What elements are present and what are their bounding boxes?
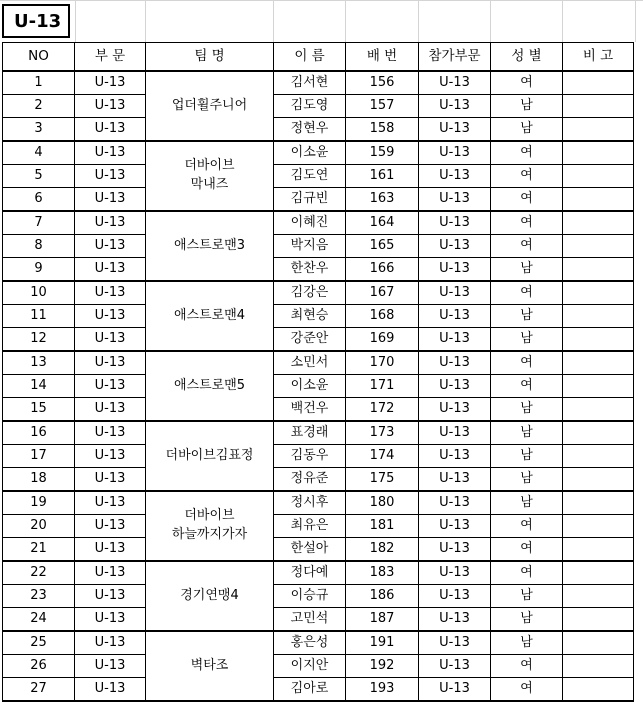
cell-name[interactable]: 최유은 (274, 515, 346, 538)
cell-bib[interactable]: 158 (346, 118, 419, 142)
cell-team[interactable] (146, 351, 274, 421)
cell-name[interactable]: 이승규 (274, 585, 346, 608)
cell-remarks[interactable] (563, 235, 634, 258)
table-row (3, 631, 634, 655)
cell-bib[interactable]: 191 (346, 631, 419, 655)
cell-name[interactable]: 정다예 (274, 561, 346, 585)
team-name-line: 더바이브 (184, 158, 235, 174)
cell-name[interactable]: 정현우 (274, 118, 346, 142)
cell-no[interactable]: 27 (3, 678, 75, 702)
cell-name[interactable]: 강준안 (274, 328, 346, 352)
cell-division[interactable]: U-13 (75, 258, 146, 282)
cell-name[interactable]: 정유준 (274, 468, 346, 492)
cell-no[interactable]: 12 (3, 328, 75, 352)
table-row (3, 608, 634, 632)
cell-entry-division[interactable]: U-13 (419, 468, 491, 492)
cell-gender[interactable]: 여 (491, 71, 563, 95)
cell-name[interactable]: 이소윤 (274, 141, 346, 165)
cell-no[interactable]: 7 (3, 211, 75, 235)
cell-gender[interactable]: 여 (491, 211, 563, 235)
cell-no[interactable]: 20 (3, 515, 75, 538)
cell-bib[interactable]: 182 (346, 538, 419, 562)
cell-entry-division[interactable]: U-13 (419, 235, 491, 258)
cell-gender[interactable]: 남 (491, 398, 563, 422)
cell-division[interactable]: U-13 (75, 188, 146, 212)
cell-gender[interactable]: 남 (491, 258, 563, 282)
cell-remarks[interactable] (563, 95, 634, 118)
table-row (3, 165, 634, 188)
cell-entry-division[interactable]: U-13 (419, 305, 491, 328)
cell-entry-division[interactable]: U-13 (419, 398, 491, 422)
team-name-line: 애스트로맨5 (173, 377, 246, 393)
table-row (3, 515, 634, 538)
cell-team[interactable] (146, 491, 274, 561)
table-row (3, 398, 634, 422)
cell-gender[interactable]: 남 (491, 608, 563, 632)
cell-gender[interactable]: 여 (491, 561, 563, 585)
cell-name[interactable]: 박지음 (274, 235, 346, 258)
cell-remarks[interactable] (563, 445, 634, 468)
cell-no[interactable]: 1 (3, 71, 75, 95)
table-row (3, 421, 634, 445)
header-row (3, 43, 634, 72)
cell-name[interactable]: 김강은 (274, 281, 346, 305)
cell-name[interactable]: 정시후 (274, 491, 346, 515)
cell-name[interactable]: 백건우 (274, 398, 346, 422)
cell-name[interactable]: 김규빈 (274, 188, 346, 212)
cell-bib[interactable]: 157 (346, 95, 419, 118)
cell-gender[interactable]: 남 (491, 328, 563, 352)
table-row (3, 95, 634, 118)
cell-remarks[interactable] (563, 281, 634, 305)
gridline (562, 0, 563, 42)
table-row (3, 71, 634, 95)
cell-no[interactable]: 26 (3, 655, 75, 678)
cell-no[interactable]: 10 (3, 281, 75, 305)
cell-remarks[interactable] (563, 421, 634, 445)
cell-division[interactable]: U-13 (75, 631, 146, 655)
cell-no[interactable]: 19 (3, 491, 75, 515)
sheet-title: U-13 (14, 10, 62, 32)
cell-bib[interactable]: 166 (346, 258, 419, 282)
cell-division[interactable]: U-13 (75, 538, 146, 562)
gridline (145, 0, 146, 42)
cell-bib[interactable]: 171 (346, 375, 419, 398)
cell-division[interactable]: U-13 (75, 421, 146, 445)
table-row (3, 258, 634, 282)
cell-entry-division[interactable]: U-13 (419, 561, 491, 585)
cell-division[interactable]: U-13 (75, 141, 146, 165)
cell-division[interactable]: U-13 (75, 305, 146, 328)
cell-entry-division[interactable]: U-13 (419, 655, 491, 678)
cell-entry-division[interactable]: U-13 (419, 141, 491, 165)
cell-bib[interactable]: 192 (346, 655, 419, 678)
cell-remarks[interactable] (563, 71, 634, 95)
cell-team[interactable] (146, 211, 274, 281)
cell-no[interactable]: 24 (3, 608, 75, 632)
table-row (3, 328, 634, 352)
cell-name[interactable]: 최현승 (274, 305, 346, 328)
cell-division[interactable]: U-13 (75, 95, 146, 118)
header-team[interactable]: 팀 명 (146, 43, 274, 72)
cell-division[interactable]: U-13 (75, 118, 146, 142)
cell-remarks[interactable] (563, 328, 634, 352)
cell-gender[interactable]: 여 (491, 281, 563, 305)
cell-name[interactable]: 고민석 (274, 608, 346, 632)
cell-gender[interactable]: 여 (491, 538, 563, 562)
cell-team[interactable] (146, 71, 274, 141)
table-row (3, 445, 634, 468)
cell-entry-division[interactable]: U-13 (419, 678, 491, 702)
cell-team[interactable] (146, 421, 274, 491)
table-row (3, 118, 634, 142)
cell-no[interactable]: 15 (3, 398, 75, 422)
cell-name[interactable]: 한설아 (274, 538, 346, 562)
cell-bib[interactable]: 173 (346, 421, 419, 445)
cell-team[interactable] (146, 141, 274, 211)
cell-entry-division[interactable]: U-13 (419, 351, 491, 375)
table-row (3, 211, 634, 235)
cell-entry-division[interactable]: U-13 (419, 258, 491, 282)
header-no[interactable]: NO (3, 43, 75, 72)
cell-remarks[interactable] (563, 165, 634, 188)
table-row (3, 585, 634, 608)
cell-bib[interactable]: 168 (346, 305, 419, 328)
cell-gender[interactable]: 여 (491, 235, 563, 258)
cell-entry-division[interactable]: U-13 (419, 165, 491, 188)
cell-no[interactable]: 4 (3, 141, 75, 165)
cell-no[interactable]: 3 (3, 118, 75, 142)
cell-remarks[interactable] (563, 351, 634, 375)
cell-entry-division[interactable]: U-13 (419, 515, 491, 538)
cell-entry-division[interactable]: U-13 (419, 328, 491, 352)
cell-remarks[interactable] (563, 538, 634, 562)
cell-entry-division[interactable]: U-13 (419, 585, 491, 608)
cell-no[interactable]: 17 (3, 445, 75, 468)
cell-name[interactable]: 김서현 (274, 71, 346, 95)
header-remarks[interactable]: 비 고 (563, 43, 634, 72)
team-name-line: 애스트로맨3 (173, 237, 246, 253)
cell-bib[interactable]: 159 (346, 141, 419, 165)
cell-remarks[interactable] (563, 561, 634, 585)
cell-entry-division[interactable]: U-13 (419, 631, 491, 655)
cell-bib[interactable]: 167 (346, 281, 419, 305)
cell-name[interactable]: 표경래 (274, 421, 346, 445)
cell-gender[interactable]: 여 (491, 141, 563, 165)
table-row (3, 468, 634, 492)
cell-team[interactable] (146, 631, 274, 701)
cell-remarks[interactable] (563, 258, 634, 282)
team-name-line: 경기연맹4 (180, 587, 239, 603)
cell-division[interactable]: U-13 (75, 561, 146, 585)
cell-division[interactable]: U-13 (75, 678, 146, 702)
cell-no[interactable]: 22 (3, 561, 75, 585)
table-row (3, 678, 634, 702)
cell-gender[interactable]: 여 (491, 678, 563, 702)
cell-no[interactable]: 9 (3, 258, 75, 282)
cell-remarks[interactable] (563, 585, 634, 608)
cell-name[interactable]: 김동우 (274, 445, 346, 468)
cell-bib[interactable]: 186 (346, 585, 419, 608)
cell-entry-division[interactable]: U-13 (419, 421, 491, 445)
cell-remarks[interactable] (563, 678, 634, 702)
cell-gender[interactable]: 남 (491, 118, 563, 142)
cell-name[interactable]: 김도연 (274, 165, 346, 188)
cell-bib[interactable]: 163 (346, 188, 419, 212)
cell-division[interactable]: U-13 (75, 445, 146, 468)
cell-remarks[interactable] (563, 398, 634, 422)
cell-gender[interactable]: 남 (491, 95, 563, 118)
cell-division[interactable]: U-13 (75, 165, 146, 188)
cell-no[interactable]: 14 (3, 375, 75, 398)
sheet-title-cell[interactable] (2, 4, 70, 38)
cell-remarks[interactable] (563, 515, 634, 538)
table-row (3, 375, 634, 398)
header-bib[interactable]: 배 번 (346, 43, 419, 72)
cell-bib[interactable]: 169 (346, 328, 419, 352)
gridline (345, 0, 346, 42)
cell-name[interactable]: 홍은성 (274, 631, 346, 655)
cell-gender[interactable]: 남 (491, 305, 563, 328)
gridline (490, 0, 491, 42)
table-row (3, 351, 634, 375)
cell-team[interactable] (146, 281, 274, 351)
cell-no[interactable]: 18 (3, 468, 75, 492)
cell-entry-division[interactable]: U-13 (419, 608, 491, 632)
team-name-line: 막내즈 (190, 177, 229, 192)
table-row (3, 561, 634, 585)
cell-bib[interactable]: 156 (346, 71, 419, 95)
cell-no[interactable]: 2 (3, 95, 75, 118)
cell-bib[interactable]: 172 (346, 398, 419, 422)
cell-name[interactable]: 이지안 (274, 655, 346, 678)
cell-gender[interactable]: 남 (491, 631, 563, 655)
header-name[interactable]: 이 름 (274, 43, 346, 72)
cell-entry-division[interactable]: U-13 (419, 538, 491, 562)
cell-bib[interactable]: 187 (346, 608, 419, 632)
cell-gender[interactable]: 여 (491, 375, 563, 398)
cell-name[interactable]: 이혜진 (274, 211, 346, 235)
cell-division[interactable]: U-13 (75, 351, 146, 375)
cell-no[interactable]: 21 (3, 538, 75, 562)
table-row (3, 141, 634, 165)
cell-remarks[interactable] (563, 655, 634, 678)
cell-bib[interactable]: 165 (346, 235, 419, 258)
cell-gender[interactable]: 여 (491, 515, 563, 538)
cell-division[interactable]: U-13 (75, 608, 146, 632)
cell-name[interactable]: 김아로 (274, 678, 346, 702)
cell-remarks[interactable] (563, 141, 634, 165)
cell-entry-division[interactable]: U-13 (419, 281, 491, 305)
cell-gender[interactable]: 남 (491, 468, 563, 492)
cell-entry-division[interactable]: U-13 (419, 188, 491, 212)
cell-no[interactable]: 23 (3, 585, 75, 608)
cell-bib[interactable]: 180 (346, 491, 419, 515)
cell-division[interactable]: U-13 (75, 398, 146, 422)
cell-division[interactable]: U-13 (75, 655, 146, 678)
cell-division[interactable]: U-13 (75, 468, 146, 492)
table-row (3, 188, 634, 212)
cell-remarks[interactable] (563, 468, 634, 492)
cell-division[interactable]: U-13 (75, 491, 146, 515)
cell-division[interactable]: U-13 (75, 71, 146, 95)
cell-remarks[interactable] (563, 608, 634, 632)
cell-division[interactable]: U-13 (75, 515, 146, 538)
cell-entry-division[interactable]: U-13 (419, 95, 491, 118)
team-name-line: 더바이브김표정 (165, 447, 254, 463)
cell-division[interactable]: U-13 (75, 235, 146, 258)
cell-entry-division[interactable]: U-13 (419, 491, 491, 515)
cell-no[interactable]: 5 (3, 165, 75, 188)
team-name-line: 하늘까지가자 (171, 527, 248, 542)
cell-no[interactable]: 16 (3, 421, 75, 445)
cell-team[interactable] (146, 561, 274, 631)
cell-bib[interactable]: 170 (346, 351, 419, 375)
cell-entry-division[interactable]: U-13 (419, 118, 491, 142)
team-name-line: 더바이브 (184, 508, 235, 524)
gridline (635, 0, 636, 42)
cell-no[interactable]: 25 (3, 631, 75, 655)
gridline (273, 0, 274, 42)
table-row (3, 305, 634, 328)
cell-remarks[interactable] (563, 375, 634, 398)
team-name-line: 벽타조 (190, 657, 229, 673)
cell-entry-division[interactable]: U-13 (419, 211, 491, 235)
cell-bib[interactable]: 174 (346, 445, 419, 468)
cell-no[interactable]: 11 (3, 305, 75, 328)
table-row (3, 655, 634, 678)
cell-bib[interactable]: 175 (346, 468, 419, 492)
cell-remarks[interactable] (563, 188, 634, 212)
cell-no[interactable]: 8 (3, 235, 75, 258)
cell-gender[interactable]: 남 (491, 421, 563, 445)
table-row (3, 281, 634, 305)
cell-no[interactable]: 6 (3, 188, 75, 212)
table-row (3, 538, 634, 562)
cell-division[interactable]: U-13 (75, 211, 146, 235)
cell-gender[interactable]: 남 (491, 491, 563, 515)
cell-remarks[interactable] (563, 118, 634, 142)
cell-bib[interactable]: 161 (346, 165, 419, 188)
cell-division[interactable]: U-13 (75, 328, 146, 352)
header-entry-division[interactable]: 참가부문 (419, 43, 491, 72)
cell-entry-division[interactable]: U-13 (419, 375, 491, 398)
cell-gender[interactable]: 남 (491, 585, 563, 608)
cell-remarks[interactable] (563, 305, 634, 328)
gridline (418, 0, 419, 42)
cell-name[interactable]: 소민서 (274, 351, 346, 375)
table-row (3, 491, 634, 515)
cell-division[interactable]: U-13 (75, 375, 146, 398)
cell-remarks[interactable] (563, 491, 634, 515)
gridline (0, 0, 643, 1)
cell-remarks[interactable] (563, 211, 634, 235)
cell-gender[interactable]: 여 (491, 188, 563, 212)
cell-division[interactable]: U-13 (75, 585, 146, 608)
cell-division[interactable]: U-13 (75, 281, 146, 305)
cell-entry-division[interactable]: U-13 (419, 445, 491, 468)
cell-gender[interactable]: 여 (491, 165, 563, 188)
cell-bib[interactable]: 164 (346, 211, 419, 235)
cell-name[interactable]: 이소윤 (274, 375, 346, 398)
cell-bib[interactable]: 181 (346, 515, 419, 538)
team-name-line: 애스트로맨4 (173, 307, 246, 323)
table-row (3, 235, 634, 258)
header-gender[interactable]: 성 별 (491, 43, 563, 72)
cell-no[interactable]: 13 (3, 351, 75, 375)
cell-gender[interactable]: 여 (491, 351, 563, 375)
cell-bib[interactable]: 193 (346, 678, 419, 702)
cell-gender[interactable]: 남 (491, 445, 563, 468)
cell-name[interactable]: 김도영 (274, 95, 346, 118)
header-division[interactable]: 부 문 (75, 43, 146, 72)
gridline (75, 0, 76, 42)
cell-entry-division[interactable]: U-13 (419, 71, 491, 95)
team-name-line: 업더휠주니어 (171, 97, 248, 113)
cell-name[interactable]: 한찬우 (274, 258, 346, 282)
cell-remarks[interactable] (563, 631, 634, 655)
cell-gender[interactable]: 여 (491, 655, 563, 678)
roster-body (3, 71, 634, 701)
cell-bib[interactable]: 183 (346, 561, 419, 585)
roster-table (2, 42, 634, 702)
